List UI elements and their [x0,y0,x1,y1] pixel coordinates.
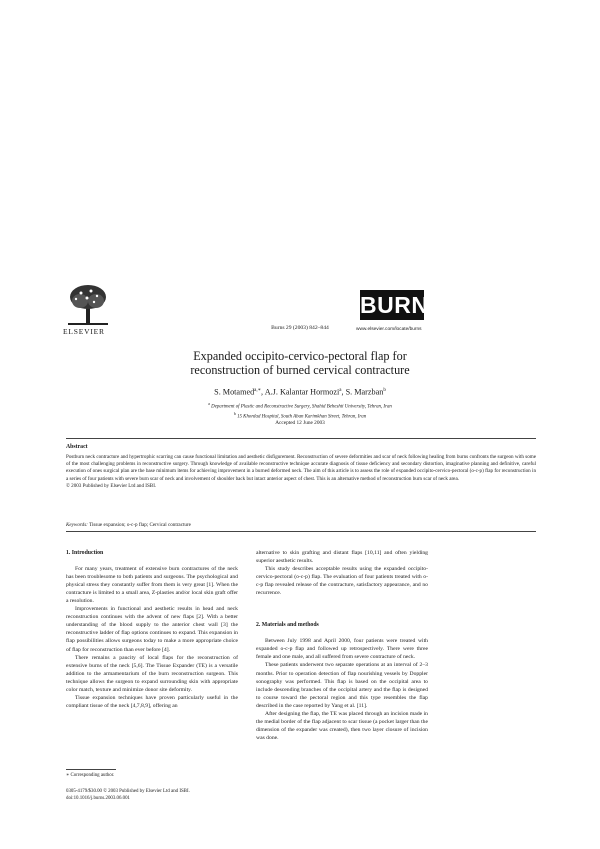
divider [66,438,536,439]
affiliation: $^b$ 15 Khordad Hospital, South Aban Karimkhan Street, Tehran, Iran [233,411,367,420]
section-heading: 1. Introduction [66,550,104,556]
affiliations [0,401,600,421]
journal-citation: Burns 29 (2003) 842–844 [271,325,329,331]
footnote-divider [66,769,116,770]
keywords [66,522,191,528]
keywords-label: Keywords: [66,522,88,528]
author-name: S. Motamed [214,387,255,397]
paragraph: alternative to skin grafting and distant flaps [10,11] and often yielding superior aesthetic results. [256,550,428,565]
footnote: ∗ Corresponding author. [66,773,115,778]
paragraph: These patients underwent two separate operations at an interval of 2–3 months. Prior to operation detection of flap nourishing vessels by Doppler sonography was performed. This flap is based on the occipital area to include descending branches of the occipital artery and the flap is designed to course toward the pectoral region and this type resembles the flap described in the case reported by Yang et al. [11]. [256,662,428,709]
author-sup[interactable]: a,∗ [254,388,262,393]
publisher-name: ELSEVIER [63,327,105,336]
keywords-list: Tissue expansion; o-c-p flap; Cervical contracture [89,522,191,528]
abstract-body [66,454,536,490]
article-title [0,349,600,377]
author-sup[interactable]: a [339,388,342,393]
right-column [256,549,428,742]
paragraph: For many years, treatment of extensive burn contractures of the neck has been troublesome to both patients and surgeons. The psychological and physical stress they constantly suffer from them is very great [1]. When the contracture is limited to a small area, Z-plasties and/or local skin graft offer a resolution. [66,566,238,605]
paragraph: Improvements in functional and aesthetic results in head and neck reconstruction continues with the advent of new flaps [2]. With a better understanding of the blood supply to the anterior chest wall [3] the reconstructive ladder of flap options continues to expand. This expansion in flap possibilities allows surgeons today to make a more appropriate choice of flap for reconstruction than ever before [4]. [66,606,238,653]
author-name: A.J. Kalantar Hormozi [264,387,340,397]
title-line-2: reconstruction of burned cervical contracture [190,363,410,377]
section-heading: 2. Materials and methods [256,622,319,629]
issn-block [66,789,190,802]
issn-line: 0305-4179/$30.00 © 2003 Published by Elsevier Ltd and ISBI. [66,789,190,794]
left-column [66,549,238,710]
paragraph: Between July 1998 and April 2000, four patients were treated with expanded o-c-p flap and followed up retrospectively. There were three female and one male, and all suffered from severe contracture of neck. [256,638,428,661]
abstract-heading: Abstract [66,444,88,450]
copyright-line: © 2003 Published by Elsevier Ltd and ISBI. [66,482,157,489]
doi-line[interactable]: doi:10.1016/j.burns.2003.06.001 [66,795,130,801]
author-name: S. Marzban [345,387,384,397]
accepted-date: Accepted 12 June 2003 [275,420,325,426]
journal-logo: BURNS [360,292,445,318]
paragraph: After designing the flap, the TE was placed through an incision made in the medial border of the flap adjacent to scar tissue (a pocket larger than the dimension of the expander was created), then two layer closure of incision was done. [256,710,428,741]
author-sup[interactable]: b [383,388,386,393]
divider [66,531,536,532]
affiliation: $^a$ Department of Plastic and Reconstructive Surgery, Shahid Beheshti University, Tehran, Iran [208,401,392,410]
journal-url[interactable]: www.elsevier.com/locate/burns [356,327,422,332]
paragraph: This study describes acceptable results using the expanded occipito-cervico-pectoral (o-c-p) flap. The evaluation of four patients treated with o-c-p flap revealed release of the contracture, satisfactory appearance, and no recurrence. [256,566,428,597]
abstract-paragraph: Postburn neck contracture and hypertrophic scarring can cause functional limitation and aesthetic disfigurement. Reconstruction of severe deformities and scar of neck following healing from burns confronts the surgeon with some of the most challenging problems in reconstructive surgery. Through knowledge of available reconstructive technique accurate diagnosis of tissue deficiency and secondary distortion, imaginative planning and definitive, careful execution of ones surgical plan are the base minimum items for achieving improvement in a burned deformed neck. The aim of this article is to assess the role of expanded occipito-cervico-pectoral (o-c-p) flap for reconstruction in a series of four patients with severe burn scar of neck and involvement of shoulder back but intact anterior aspect of chest. This is an alternative method of reconstruction burn scar of neck area. [66,454,536,482]
paragraph: Tissue expansion techniques have proven particularly useful in the compliant tissue of the neck [4,7,8,9], offering an [66,694,238,709]
elsevier-tree-logo [66,283,110,327]
title-line-1: Expanded occipito-cervico-pectoral flap for [193,349,407,363]
paragraph: There remains a paucity of local flaps for the reconstruction of extensive burns of the neck [5,6]. The Tissue Expander (TE) is a versatile addition to the armamentarium of the burn reconstruction surgeon. This technique allows the surgeon to expand surrounding skin with appropriate color match, texture and minimize donor site deformity. [66,654,238,693]
author-list: S. Motamed$^{a,∗}$, A.J. Kalantar Hormozi$^a$, S. Marzban$^b$ [214,387,386,397]
